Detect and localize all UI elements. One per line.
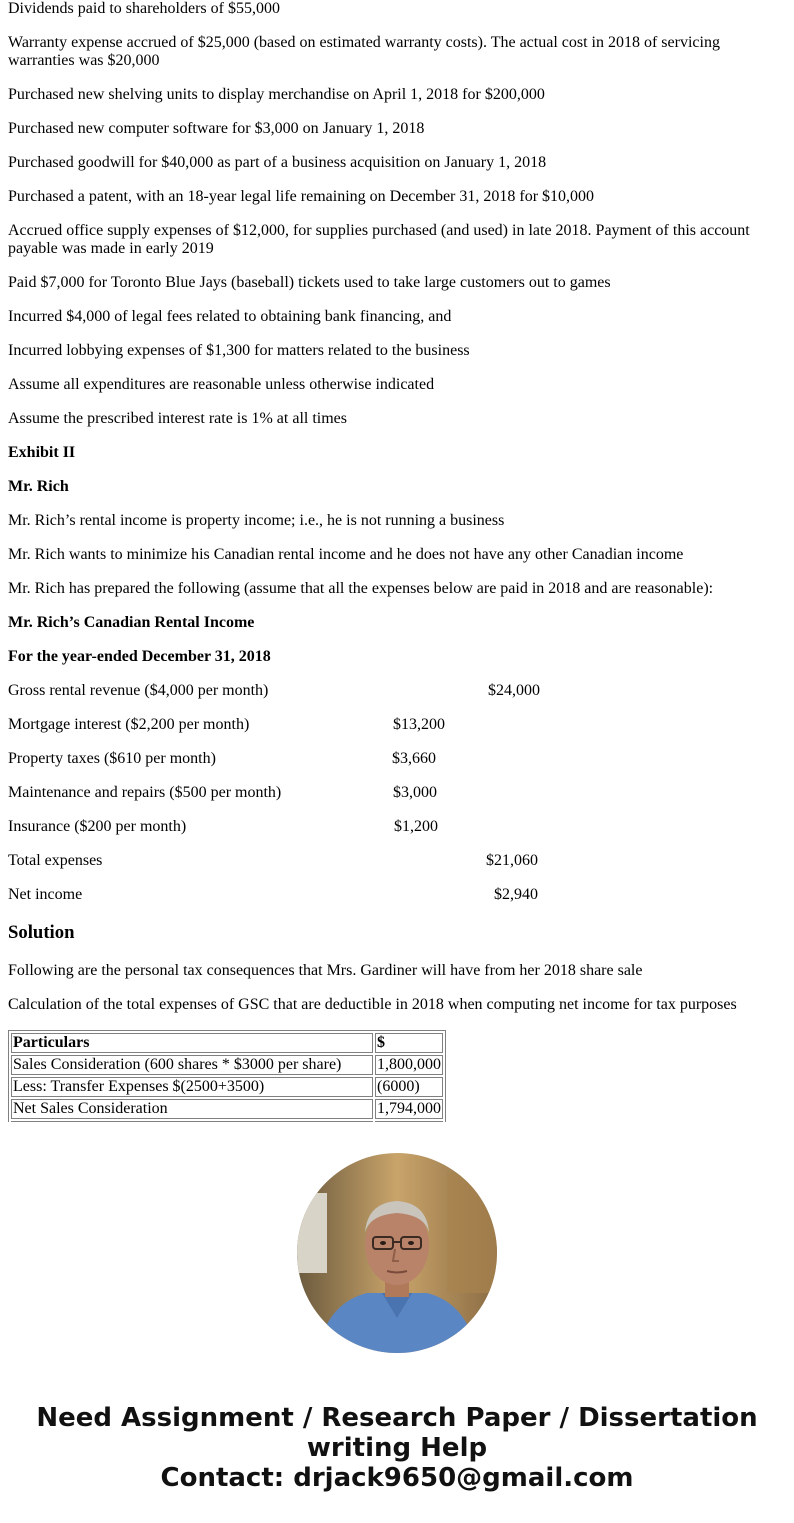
table-cell	[375, 1121, 443, 1122]
table-cell: Sales Consideration (600 shares * $3000 per share)	[11, 1055, 373, 1075]
statement-label: Total expenses	[8, 852, 103, 869]
table-cell: Less: Transfer Expenses $(2500+3500)	[11, 1077, 373, 1097]
table-cell: 1,794,000	[377, 1100, 441, 1117]
calculation-table-wrap	[8, 1030, 448, 1122]
statement-label: Net income	[8, 886, 83, 903]
statement-label: Insurance ($200 per month)	[8, 818, 187, 835]
statement-period: For the year-ended December 31, 2018	[8, 648, 271, 665]
paragraph-goodwill: Purchased goodwill for $40,000 as part of a business acquisition on January 1, 2018	[8, 154, 547, 171]
paragraph-rich-property: Mr. Rich’s rental income is property income; i.e., he is not running a business	[8, 512, 505, 529]
paragraph-warranty: Warranty expense accrued of $25,000 (based on estimated warranty costs). The actual cost in 2018 of servicing warranties was $20,000	[8, 34, 720, 69]
table-row	[11, 1099, 443, 1119]
table-row	[11, 1077, 443, 1097]
statement-label: Mortgage interest ($2,200 per month)	[8, 716, 250, 733]
statement-amount: $24,000	[488, 682, 540, 699]
statement-amount: $1,200	[394, 818, 438, 835]
statement-amount: $3,660	[392, 750, 436, 767]
promo-line-2: writing Help	[306, 1433, 488, 1463]
promo-contact: Contact: drjack9650@gmail.com	[160, 1463, 634, 1493]
table-header-row	[11, 1033, 443, 1053]
paragraph-rich-prepared: Mr. Rich has prepared the following (assume that all the expenses below are paid in 2018 and are reasonable):	[8, 580, 714, 597]
solution-heading: Solution	[8, 922, 75, 943]
statement-label: Maintenance and repairs ($500 per month)	[8, 784, 282, 801]
table-header-cell: $	[375, 1033, 443, 1053]
statement-amount: $13,200	[393, 716, 445, 733]
paragraph-dividends: Dividends paid to shareholders of $55,000	[8, 0, 280, 17]
tutor-photo	[297, 1153, 497, 1353]
paragraph-blue-jays: Paid $7,000 for Toronto Blue Jays (baseball) tickets used to take large customers out to games	[8, 274, 611, 291]
table-row	[11, 1055, 443, 1075]
document-body	[8, 0, 778, 1122]
promo-banner	[0, 1403, 794, 1493]
paragraph-solution-tax: Following are the personal tax consequences that Mrs. Gardiner will have from her 2018 share sale	[8, 962, 643, 979]
tutor-portrait-image	[297, 1153, 497, 1353]
statement-amount: $3,000	[393, 784, 437, 801]
statement-line-net-income	[8, 886, 778, 904]
statement-line-mortgage-interest	[8, 716, 778, 734]
paragraph-patent: Purchased a patent, with an 18-year legal life remaining on December 31, 2018 for $10,000	[8, 188, 595, 205]
paragraph-solution-calculation: Calculation of the total expenses of GSC that are deductible in 2018 when computing net income for tax purposes	[8, 996, 737, 1013]
paragraph-software: Purchased new computer software for $3,000 on January 1, 2018	[8, 120, 425, 137]
paragraph-office-supply: Accrued office supply expenses of $12,000, for supplies purchased (and used) in late 2018. Payment of this account payable was made in early 2019	[8, 222, 750, 257]
calculation-table	[8, 1030, 446, 1122]
statement-amount: $2,940	[494, 886, 538, 903]
table-cell	[11, 1121, 373, 1122]
statement-label: Property taxes ($610 per month)	[8, 750, 216, 767]
exhibit-title: Exhibit II	[8, 444, 76, 461]
statement-line-total-expenses	[8, 852, 778, 870]
person-heading: Mr. Rich	[8, 478, 69, 495]
paragraph-rich-minimize: Mr. Rich wants to minimize his Canadian rental income and he does not have any other Canadian income	[8, 546, 684, 563]
statement-amount: $21,060	[486, 852, 538, 869]
paragraph-interest-rate: Assume the prescribed interest rate is 1% at all times	[8, 410, 348, 427]
paragraph-legal-fees: Incurred $4,000 of legal fees related to obtaining bank financing, and	[8, 308, 452, 325]
table-row	[11, 1121, 443, 1122]
statement-line-insurance	[8, 818, 778, 836]
table-header-cell: Particulars	[11, 1033, 373, 1053]
paragraph-lobbying: Incurred lobbying expenses of $1,300 for matters related to the business	[8, 342, 470, 359]
statement-label: Gross rental revenue ($4,000 per month)	[8, 682, 269, 699]
table-cell: Net Sales Consideration	[11, 1099, 373, 1119]
statement-line-property-taxes	[8, 750, 778, 768]
promo-line-1: Need Assignment / Research Paper / Dissertation	[36, 1403, 758, 1433]
table-cell: 1,800,000	[377, 1056, 441, 1073]
statement-line-gross-revenue	[8, 682, 778, 700]
table-cell: (6000)	[375, 1077, 443, 1097]
paragraph-shelving: Purchased new shelving units to display merchandise on April 1, 2018 for $200,000	[8, 86, 545, 103]
statement-title: Mr. Rich’s Canadian Rental Income	[8, 614, 255, 631]
paragraph-reasonable: Assume all expenditures are reasonable unless otherwise indicated	[8, 376, 435, 393]
statement-line-maintenance	[8, 784, 778, 802]
